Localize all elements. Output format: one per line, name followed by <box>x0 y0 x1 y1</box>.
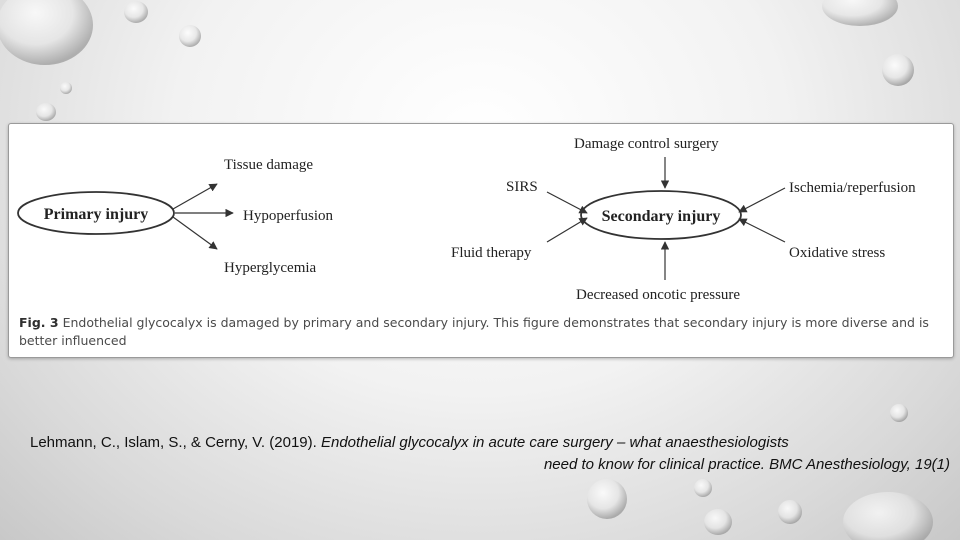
hypoperfusion-label: Hypoperfusion <box>243 208 333 224</box>
droplet <box>179 25 201 47</box>
arrow-to-hyperglycemia <box>173 217 217 249</box>
arrow-from-ischemia-reperfusion <box>739 188 785 212</box>
citation-title-line1: Endothelial glycocalyx in acute care surgery – what anaesthesiologists <box>320 434 789 451</box>
citation-authors: Lehmann, C., Islam, S., & Cerny, V. (2019). <box>30 434 317 451</box>
droplet <box>694 479 712 497</box>
arrow-from-sirs <box>547 192 587 213</box>
citation-title-line2: need to know for clinical practice. BMC Anesthesiology, 19(1) <box>543 456 950 473</box>
citation <box>30 432 950 476</box>
decreased-oncotic-pressure-label: Decreased oncotic pressure <box>576 287 741 303</box>
sirs-label: SIRS <box>506 179 538 195</box>
fluid-therapy-label: Fluid therapy <box>451 245 532 261</box>
tissue-damage-label: Tissue damage <box>224 157 314 173</box>
droplet <box>890 404 908 422</box>
hyperglycemia-label: Hyperglycemia <box>224 260 317 276</box>
ischemia-reperfusion-label: Ischemia/reperfusion <box>789 180 916 196</box>
oxidative-stress-label: Oxidative stress <box>789 245 886 261</box>
droplet <box>822 0 898 26</box>
figure-panel <box>8 123 954 358</box>
figure-caption <box>19 314 944 350</box>
arrow-to-tissue-damage <box>173 184 217 209</box>
droplet <box>704 509 732 535</box>
droplet <box>124 1 148 23</box>
arrow-from-oxidative-stress <box>739 219 785 242</box>
droplet <box>36 103 56 121</box>
figure-caption-label: Fig. 3 <box>19 315 59 330</box>
droplet <box>843 492 933 540</box>
droplet <box>60 82 72 94</box>
droplet <box>882 54 914 86</box>
primary-injury-label: Primary injury <box>43 206 149 223</box>
droplet <box>778 500 802 524</box>
injury-diagram <box>9 124 953 314</box>
droplet <box>0 0 93 65</box>
damage-control-surgery-label: Damage control surgery <box>574 136 719 152</box>
secondary-injury-label: Secondary injury <box>601 208 721 225</box>
arrow-from-fluid-therapy <box>547 218 587 242</box>
droplet <box>587 479 627 519</box>
figure-caption-text: Endothelial glycocalyx is damaged by primary and secondary injury. This figure demonstrates that secondary injury is more diverse and is better influenced <box>19 315 929 348</box>
